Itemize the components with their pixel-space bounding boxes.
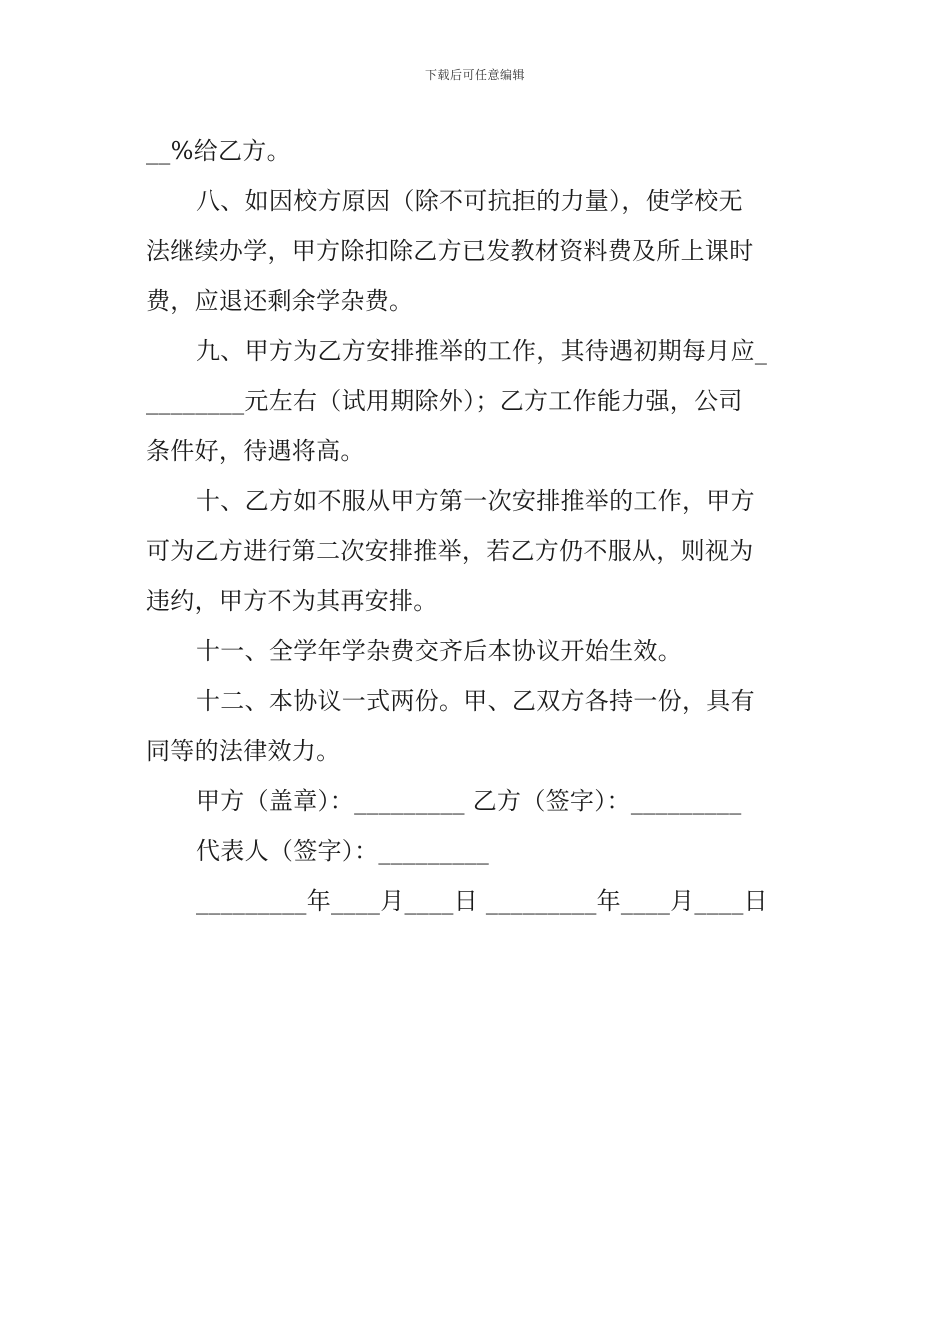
text-line: 费，应退还剩余学杂费。 bbox=[146, 287, 414, 315]
text-line: __%给乙方。 bbox=[146, 137, 291, 165]
date-line: _________年____月____日 _________年____月____日 bbox=[196, 887, 768, 915]
clause-12-line: 十二、本协议一式两份。甲、乙双方各持一份，具有 bbox=[196, 687, 755, 715]
document-body bbox=[146, 126, 806, 926]
text-line: 条件好，待遇将高。 bbox=[146, 437, 365, 465]
clause-9-line: 九、甲方为乙方安排推举的工作，其待遇初期每月应_ bbox=[196, 337, 768, 365]
page-header: 下载后可任意编辑 bbox=[424, 68, 525, 82]
representative-signature-line: 代表人（签字）：_________ bbox=[196, 837, 490, 865]
signature-line: 甲方（盖章）：_________ 乙方（签字）：_________ bbox=[196, 787, 742, 815]
text-line: 同等的法律效力。 bbox=[146, 737, 341, 765]
clause-8-line: 八、如因校方原因（除不可抗拒的力量），使学校无 bbox=[196, 187, 743, 215]
clause-11-line: 十一、全学年学杂费交齐后本协议开始生效。 bbox=[196, 637, 682, 665]
text-line: 可为乙方进行第二次安排推举，若乙方仍不服从，则视为 bbox=[146, 537, 754, 565]
text-line: 违约，甲方不为其再安排。 bbox=[146, 587, 438, 615]
text-line: 法继续办学，甲方除扣除乙方已发教材资料费及所上课时 bbox=[146, 237, 754, 265]
clause-10-line: 十、乙方如不服从甲方第一次安排推举的工作，甲方 bbox=[196, 487, 755, 515]
text-line: ________元左右（试用期除外）；乙方工作能力强，公司 bbox=[146, 387, 743, 415]
